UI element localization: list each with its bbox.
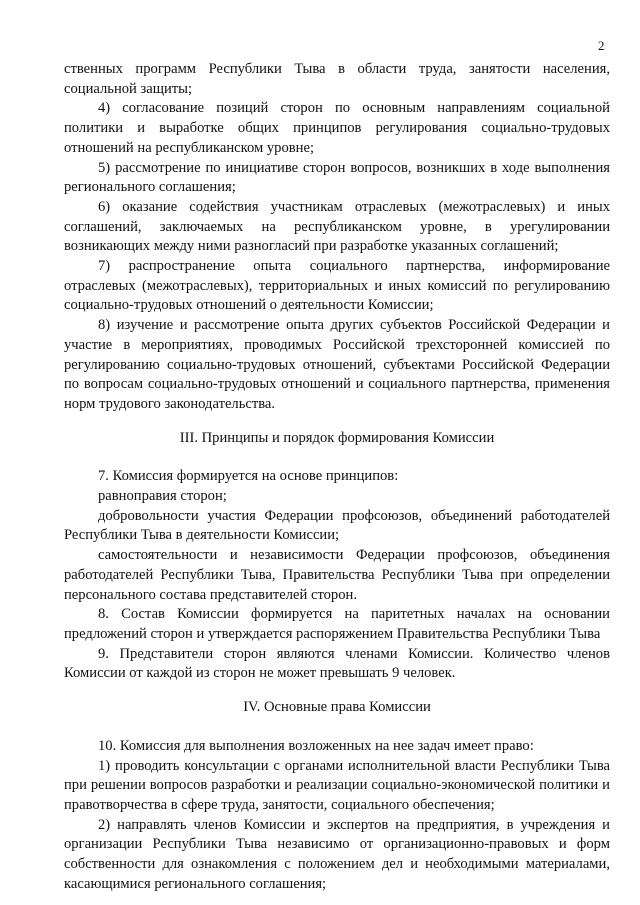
list-item: 7) распространение опыта социального партнерства, информирование отраслевых (межотраслевых), территориальных и иных комиссий по регулированию социально-трудовых отношений о деятельности Комиссии;	[64, 258, 610, 314]
list-item: 6) оказание содействия участникам отраслевых (межотраслевых) и иных соглашений, заключаемых на республиканском уровне, в урегулировании возникающих между ними разногласий при разработке указанных соглашений;	[64, 198, 610, 255]
paragraph: 7. Комиссия формируется на основе принципов:	[98, 468, 399, 485]
list-item: 4) согласование позиций сторон по основным направлениям социальной политики и выработке общих принципов регулирования социально-трудовых отношений на республиканском уровне;	[64, 100, 610, 156]
section-heading-4: IV. Основные права Комиссии	[243, 699, 431, 716]
paragraph: равноправия сторон;	[98, 488, 227, 505]
paragraph: самостоятельности и независимости Федерации профсоюзов, объединения работодателей Республики Тыва, Правительства Республики Тыва при определении персонального состава представителей сторон.	[64, 547, 610, 603]
paragraph: 8. Состав Комиссии формируется на паритетных началах на основании предложений сторон и утверждается распоряжением Правительства Республики Тыва	[64, 606, 610, 642]
paragraph: 10. Комиссия для выполнения возложенных на нее задач имеет право:	[98, 737, 534, 754]
page-number: 2	[598, 38, 605, 53]
list-item: 5) рассмотрение по инициативе сторон вопросов, возникших в ходе выполнения регионального соглашения;	[64, 159, 610, 196]
list-item: 2) направлять членов Комиссии и экспертов на предприятия, в учреждения и организации Республики Тыва независимо от организационно-правовых и форм собственности для ознакомления с положением дел и необходимыми материалами, касающимися регионального соглашения;	[64, 816, 610, 892]
paragraph: 9. Представители сторон являются членами Комиссии. Количество членов Комиссии от каждой из сторон не может превышать 9 человек.	[64, 645, 610, 682]
document-body	[64, 60, 610, 894]
section-heading-3: III. Принципы и порядок формирования Комиссии	[179, 429, 495, 446]
continuation-paragraph: ственных программ Республики Тыва в области труда, занятости населения, социальной защиты;	[64, 61, 610, 97]
list-item: 1) проводить консультации с органами исполнительной власти Республики Тыва при решении вопросов разработки и реализации социально-экономической политики и правотворчества в сфере труда, занятости, социального обеспечения;	[64, 757, 610, 813]
paragraph: добровольности участия Федерации профсоюзов, объединений работодателей Республики Тыва в деятельности Комиссии;	[64, 507, 610, 544]
list-item: 8) изучение и рассмотрение опыта других субъектов Российской Федерации и участие в мероприятиях, проводимых Российской трехсторонней комиссией по регулированию социально-трудовых отношений, субъектами Российской Федерации по вопросам социально-трудовых отношений и социального партнерства, применения норм трудового законодательства.	[64, 317, 610, 412]
